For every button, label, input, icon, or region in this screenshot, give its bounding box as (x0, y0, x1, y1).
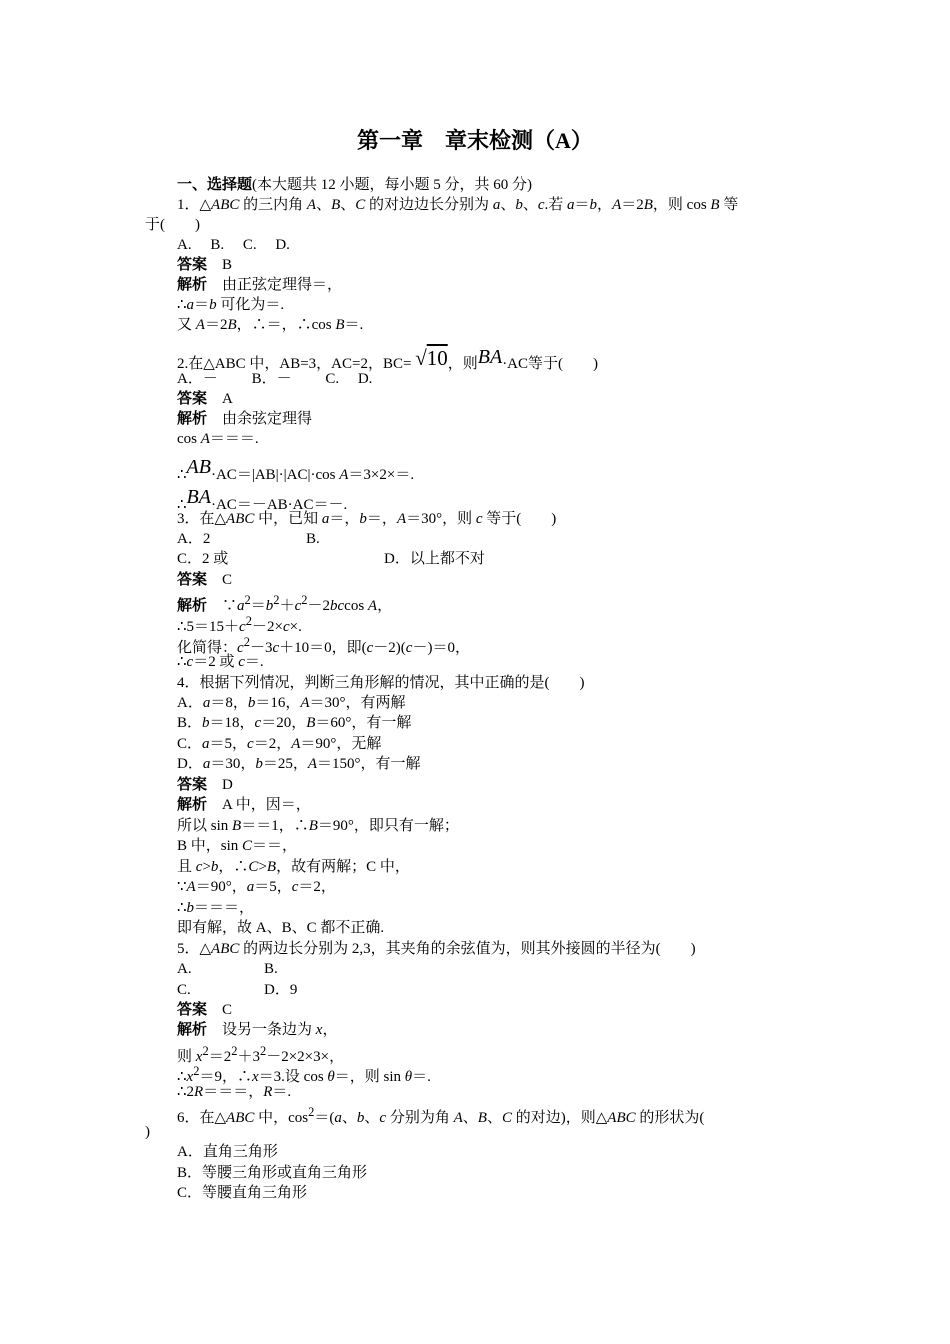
text-line: 又 A＝2B，∴＝，∴cos B＝. (177, 317, 364, 333)
text-line: D．以上都不对 (384, 551, 485, 567)
text-line: 所以 sin B＝＝1，∴B＝90°，即只有一解； (177, 818, 459, 834)
text-line: ∴b＝＝＝， (177, 900, 255, 916)
text-line: 一、选择题(本大题共 12 小题，每小题 5 分，共 60 分) (177, 177, 533, 193)
text-line: 解析 A 中，因＝， (177, 797, 311, 813)
text-line: A．－ B．－ C. D. (177, 371, 373, 387)
text-line: 答案 A (177, 391, 233, 407)
text-line: 5．△ABC 的两边长分别为 2,3，其夹角的余弦值为，则其外接圆的半径为( ) (177, 941, 696, 957)
text-line: 3．在△ABC 中，已知 a＝，b＝，A＝30°，则 c 等于( ) (177, 511, 557, 527)
text-line: 答案 C (177, 1002, 233, 1018)
text-line: cos A＝＝＝. (177, 431, 259, 447)
text-line: ∵A＝90°，a＝5，c＝2， (177, 879, 336, 895)
text-line: 解析 由正弦定理得＝， (177, 277, 343, 293)
text-line: A．直角三角形 (177, 1144, 278, 1160)
text-line: 6．在△ABC 中，$\cos^2=(a$、b、c 分别为角 A、B、C 的对边)，则△ABC 的形状为( (177, 1105, 705, 1126)
text-line: ∴AB·AC＝|AB|·|AC|·cos A＝3×2×＝. (177, 456, 415, 483)
text-line: 4．根据下列情况，判断三角形解的情况，其中正确的是( ) (177, 675, 585, 691)
text-line: C. (177, 982, 191, 998)
text-line: 答案 C (177, 572, 233, 588)
text-line: 2.在△ABC 中，AB=3，AC=2，BC= √10，则BA·AC等于( ) (177, 346, 599, 372)
text-line: 解析 $\because a^2=b^2+c^2-2bccos$ A， (177, 593, 393, 614)
text-line: ) (145, 1124, 150, 1140)
text-line: C．a＝5，c＝2，A＝90°，无解 (177, 736, 382, 752)
text-line: 则 $x^2=2^2+3^2-2\times 2\times 3\times$， (177, 1044, 345, 1065)
text-line: ∴c＝2 或 c＝. (177, 654, 264, 670)
text-line: 解析 设另一条边为 x， (177, 1022, 338, 1038)
text-line: $\therefore x^2=9$，∴x＝3.设 cos θ＝，则 sin θ＝. (177, 1064, 431, 1085)
text-line: D．a＝30，b＝25，A＝150°，有一解 (177, 756, 421, 772)
text-line: ∴BA·AC＝－AB·AC＝－. (177, 486, 348, 513)
text-line: A．2 (177, 531, 211, 547)
text-line: C．2 或 (177, 551, 229, 567)
text-line: ∴2R＝＝＝，R＝. (177, 1084, 292, 1100)
text-line: $\therefore 5=15+c^2-2\times c\times$. (177, 614, 302, 635)
text-line: B. (264, 961, 278, 977)
text-line: C．等腰直角三角形 (177, 1185, 308, 1201)
text-line: 解析 由余弦定理得 (177, 411, 313, 427)
text-line: ∴a＝b 可化为＝. (177, 297, 285, 313)
text-line: 于( ) (145, 217, 200, 233)
text-line: D．9 (264, 982, 298, 998)
text-line: 答案 D (177, 777, 233, 793)
text-line: 即有解，故 A、B、C 都不正确. (177, 920, 385, 936)
text-line: B．等腰三角形或直角三角形 (177, 1165, 368, 1181)
text-line: 1．△ABC 的三内角 A、B、C 的对边边长分别为 a、b、c.若 a＝b，A＝2B，则 cos B 等 (177, 197, 739, 213)
text-line: 答案 B (177, 257, 233, 273)
text-line: B 中，sin C＝＝， (177, 838, 298, 854)
text-line: B．b＝18，c＝20，B＝60°，有一解 (177, 715, 412, 731)
text-line: A. (177, 961, 192, 977)
text-line: 且 c>b，∴C>B，故有两解；C 中， (177, 859, 410, 875)
text-line: 化简得：$c^2-3c+10=0$，即(c－2)(c－)＝0， (177, 635, 470, 656)
text-line: B. (306, 531, 320, 547)
text-line: A．a＝8，b＝16，A＝30°，有两解 (177, 695, 406, 711)
text-line: A. B. C. D. (177, 237, 290, 253)
page-title: 第一章 章末检测（A） (357, 128, 593, 153)
